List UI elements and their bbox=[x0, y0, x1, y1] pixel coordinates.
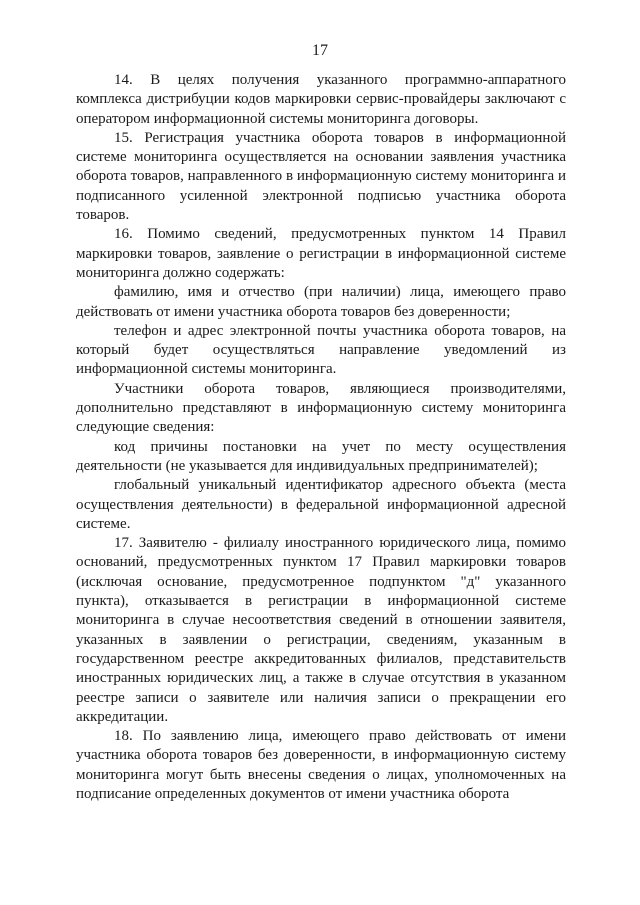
paragraph-15: 15. Регистрация участника оборота товаров в информационной системе мониторинга осуществляется на основании заявления участника оборота товаров, направленного в информационную систему мониторинга и подписанного усиленной электронной подписью участника оборота товаров. bbox=[76, 129, 566, 224]
paragraph-18: 18. По заявлению лица, имеющего право действовать от имени участника оборота товаров без доверенности, в информационную систему мониторинга могут быть внесены сведения о лицах, уполномоченных на подписание определенных документов от имени участника оборота bbox=[76, 728, 566, 802]
page-number: 17 bbox=[312, 42, 328, 59]
paragraph-producers-item-fias: глобальный уникальный идентификатор адресного объекта (места осуществления деятельности) в федеральной информационной адресной системе. bbox=[76, 477, 566, 532]
paragraph-16-item-contacts: телефон и адрес электронной почты участника оборота товаров, на который будет осуществляться направление уведомлений из информационной системы мониторинга. bbox=[76, 322, 566, 378]
paragraph-16: 16. Помимо сведений, предусмотренных пунктом 14 Правил маркировки товаров, заявление о регистрации в информационной системе мониторинга должно содержать: bbox=[76, 226, 566, 281]
paragraph-producers-item-kpp: код причины постановки на учет по месту осуществления деятельности (не указывается для индивидуальных предпринимателей); bbox=[76, 438, 566, 474]
paragraph-17: 17. Заявителю - филиалу иностранного юридического лица, помимо оснований, предусмотренных пунктом 17 Правил маркировки товаров (исключая основание, предусмотренное подпунктом "д" указанного пункта), отказывается в регистрации в информационной системе мониторинга в случае несоответствия сведений в отношении заявителя, указанных в заявлении о регистрации, сведениям, указанным в государственном реестре аккредитованных филиалов, представительств иностранных юридических лиц, а также в случае отсутствия в указанном реестре записи о заявителе или наличия записи о прекращении его аккредитации. bbox=[76, 535, 566, 725]
paragraph-14: 14. В целях получения указанного программно-аппаратного комплекса дистрибуции кодов маркировки сервис-провайдеры заключают с оператором информационной системы мониторинга договоры. bbox=[76, 72, 566, 127]
document-body bbox=[76, 71, 566, 804]
paragraph-producers: Участники оборота товаров, являющиеся производителями, дополнительно представляют в информационную систему мониторинга следующие сведения: bbox=[76, 380, 566, 436]
paragraph-16-item-full-name: фамилию, имя и отчество (при наличии) лица, имеющего право действовать от имени участника оборота товаров без доверенности; bbox=[76, 284, 566, 320]
